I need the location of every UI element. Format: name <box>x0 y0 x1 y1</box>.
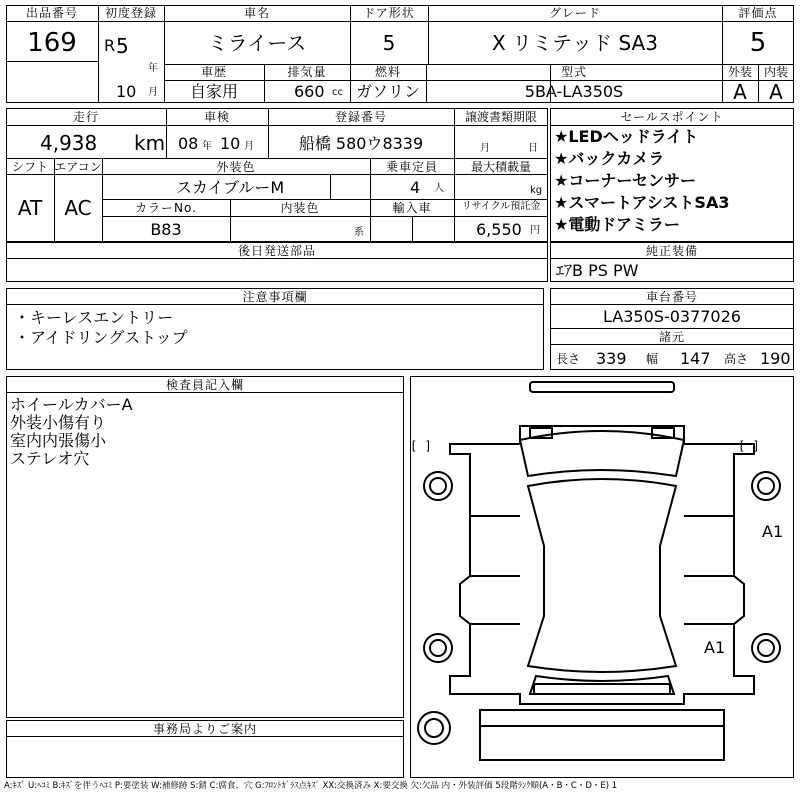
max-load-label: 最大積載量 <box>470 160 531 174</box>
grade-value: X リミテッド SA3 <box>492 31 658 55</box>
max-load-unit: kg <box>530 185 543 196</box>
fuel-label: 燃料 <box>374 65 401 79</box>
inspection-year: 08 <box>178 134 199 153</box>
width-label: 幅 <box>646 352 659 366</box>
capacity-unit: 人 <box>434 183 444 194</box>
first-reg-label: 初度登録 <box>104 6 157 20</box>
sales-point-item: ★バックカメラ <box>554 149 665 168</box>
wheel-front-right-shape <box>752 472 780 500</box>
later-parts-label: 後日発送部品 <box>237 244 316 258</box>
specs-label: 諸元 <box>658 330 685 344</box>
top-bar-shape <box>530 382 674 392</box>
int-grade-value: A <box>769 80 783 104</box>
car-name: ミライース <box>207 31 307 55</box>
displacement-label: 排気量 <box>287 65 327 79</box>
ac-value: AC <box>64 196 92 220</box>
wheel-rear-left-shape <box>424 634 452 662</box>
history-label: 車歴 <box>200 65 227 79</box>
int-color-label: 内装色 <box>280 201 320 215</box>
car-body-outline <box>450 426 754 704</box>
length-value: 339 <box>596 349 627 368</box>
displacement-unit: cc <box>332 87 343 98</box>
lot-label: 出品番号 <box>25 6 78 20</box>
import-label: 輸入車 <box>392 201 432 215</box>
sales-point-item: ★コーナーセンサー <box>554 171 697 190</box>
transfer-deadline-label: 譲渡書類期限 <box>464 110 537 124</box>
genuine-equipment-value: ｴｱB PS PW <box>556 261 639 280</box>
history-value: 自家用 <box>189 82 238 101</box>
spare-tire-shape <box>418 712 450 744</box>
score-label: 評価点 <box>738 6 778 20</box>
office-label: 事務局よりご案内 <box>152 722 257 736</box>
ac-label: エアコン <box>54 160 102 174</box>
inspector-note: 室内内張傷小 <box>10 431 107 450</box>
sales-points-label: セールスポイント <box>620 110 724 124</box>
sales-point-item: ★スマートアシストSA3 <box>554 193 730 212</box>
width-value: 147 <box>680 349 711 368</box>
length-label: 長さ <box>556 352 581 366</box>
model-label: 型式 <box>560 65 587 79</box>
door-value: 5 <box>382 31 396 55</box>
inspection-label: 車検 <box>203 110 230 124</box>
damage-mark: A1 <box>704 638 726 657</box>
lot-number: 169 <box>27 28 77 58</box>
ext-color-value: スカイブルーM <box>176 178 285 197</box>
displacement-value: 660 <box>294 82 325 101</box>
recycle-label: リサイクル預託金 <box>461 201 541 212</box>
legend-text: A:ｷｽﾞ U:ﾍｺﾐ B:ｷｽﾞを伴うﾍｺﾐ P:要塗装 W:補修跡 S:錆 C:腐食、穴 G:ﾌﾛﾝﾄｶﾞﾗｽ点ｷｽﾞ XX:交換済み X:要交換 欠:欠品 内・外装評価 5段階ﾗﾝｸ順(A・B・C・D・E) 1 <box>4 781 618 791</box>
notes-label: 注意事項欄 <box>242 290 308 304</box>
mileage-value: 4,938 <box>40 131 98 155</box>
diagram-bracket-right: [ ] <box>738 439 760 453</box>
int-grade-label: 内装 <box>763 65 788 79</box>
ext-grade-value: A <box>733 80 747 104</box>
transfer-month-unit: 月 <box>480 143 490 154</box>
score-value: 5 <box>749 28 767 58</box>
notes-item: ・アイドリングストップ <box>14 328 188 347</box>
door-label: ドア形状 <box>363 6 415 20</box>
inspector-note: 外装小傷有り <box>10 413 107 432</box>
vehicle-info-table <box>6 108 548 242</box>
mileage-label: 走行 <box>72 110 99 124</box>
recycle-unit: 円 <box>530 225 540 236</box>
month-number: 10 <box>116 82 137 101</box>
capacity-label: 乗車定員 <box>385 160 438 174</box>
car-diagram <box>410 376 794 778</box>
fuel-value: ガソリン <box>355 82 420 101</box>
reg-number-label: 登録番号 <box>334 110 387 124</box>
wheel-rear-right-shape <box>752 634 780 662</box>
chassis-value: LA350S-0377026 <box>603 307 741 326</box>
height-label: 高さ <box>724 352 749 366</box>
capacity-value: 4 <box>410 178 421 197</box>
inspector-note: ホイールカバーA <box>10 395 133 414</box>
model-value: 5BA-LA350S <box>524 82 624 101</box>
bottom-bar-shape <box>480 710 724 760</box>
inspector-label: 検査員記入欄 <box>165 378 244 392</box>
int-color-unit: 系 <box>354 227 364 238</box>
sales-point-item: ★電動ドアミラー <box>554 215 680 234</box>
genuine-equipment-label: 純正装備 <box>645 244 698 258</box>
mileage-unit: km <box>134 131 166 155</box>
ext-color-label: 外装色 <box>216 160 256 174</box>
shift-value: AT <box>17 196 43 220</box>
shift-label: シフト <box>11 160 48 174</box>
diagram-bracket-left: [ ] <box>410 439 432 453</box>
inspector-note: ステレオ穴 <box>10 449 90 468</box>
chassis-label: 車台番号 <box>645 290 698 304</box>
color-no-value: B83 <box>150 220 182 239</box>
reg-number-value: 船橋 580ウ8339 <box>298 134 424 153</box>
car-name-label: 車名 <box>243 6 270 20</box>
sales-points-list <box>554 129 729 233</box>
roof-shape <box>528 479 676 672</box>
color-no-label: カラーNo. <box>135 201 197 215</box>
height-value: 190 <box>760 349 791 368</box>
year-number: 5 <box>116 34 129 58</box>
grade-label: グレード <box>548 6 601 20</box>
year-unit: 年 <box>148 63 158 74</box>
era: R <box>104 36 116 55</box>
damage-mark: A1 <box>762 522 784 541</box>
inspection-month-unit: 月 <box>244 141 254 152</box>
sales-point-item: ★LEDヘッドライト <box>554 127 699 146</box>
wheel-front-left-shape <box>424 472 452 500</box>
transfer-day-unit: 日 <box>528 143 538 154</box>
inspection-month: 10 <box>220 134 241 153</box>
inspection-year-unit: 年 <box>202 141 212 152</box>
recycle-value: 6,550 <box>476 220 522 239</box>
notes-item: ・キーレスエントリー <box>14 308 174 327</box>
month-unit: 月 <box>148 87 158 98</box>
ext-grade-label: 外装 <box>727 65 752 79</box>
